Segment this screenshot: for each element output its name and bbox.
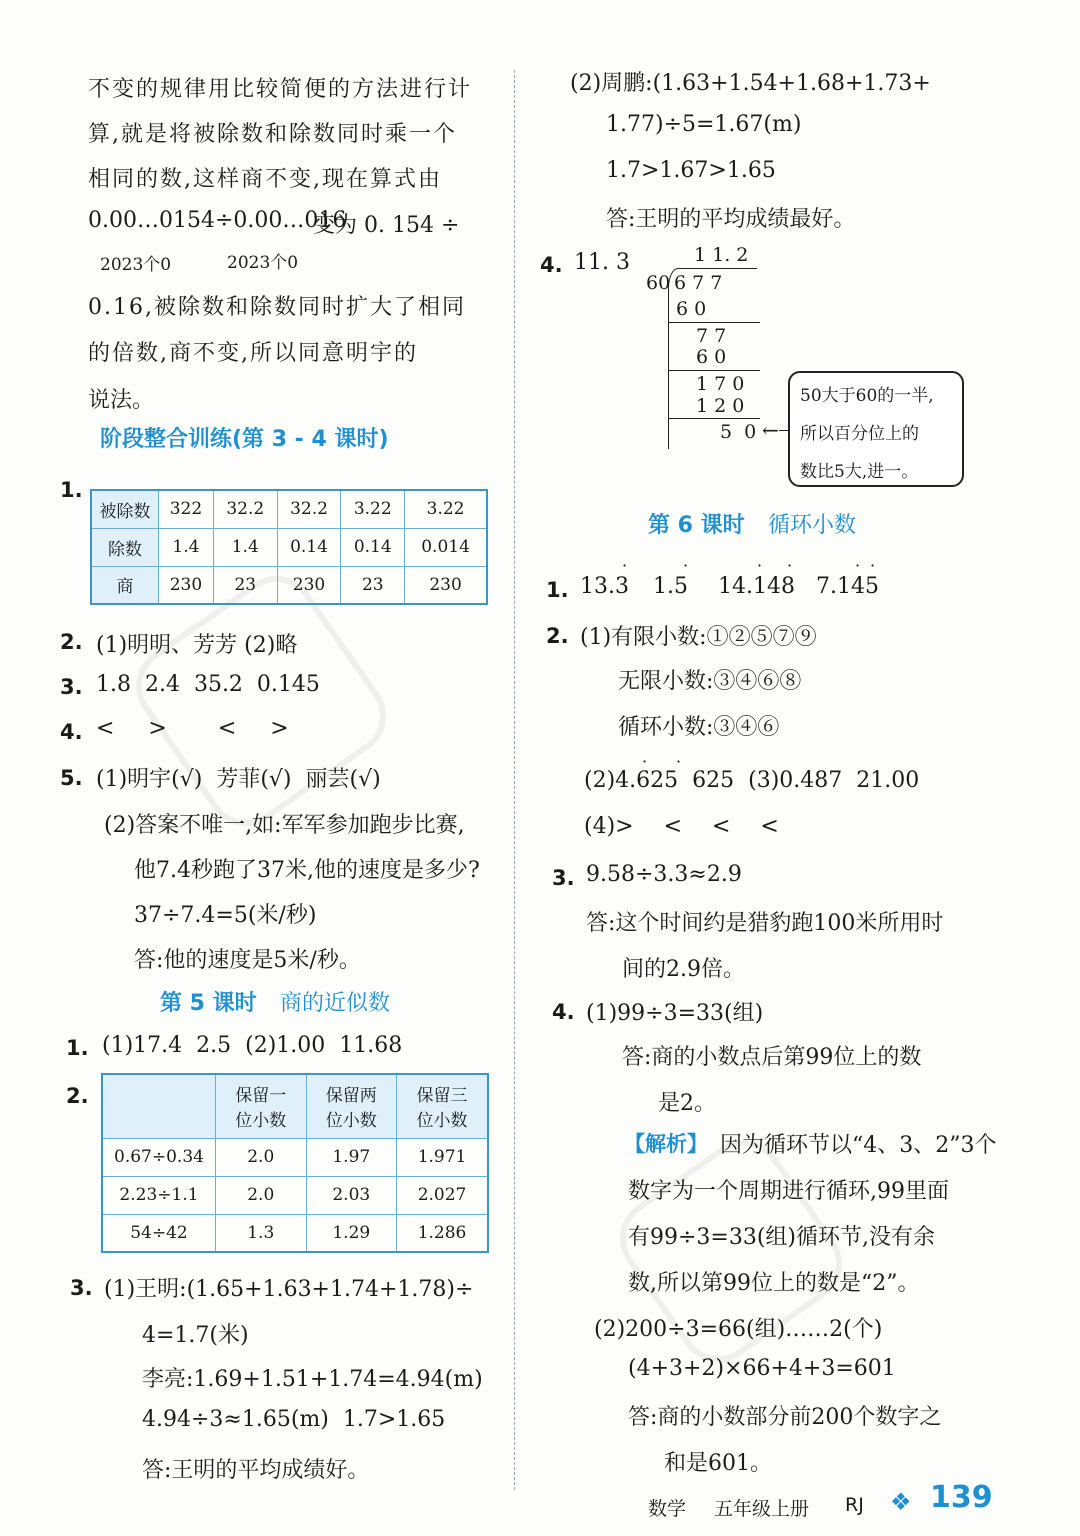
answer-text: 答:商的小数部分前200个数字之 bbox=[628, 1405, 942, 1430]
answer-text: (1)明明、芳芳 (2)略 bbox=[96, 633, 298, 658]
table-cell: 23 bbox=[213, 566, 277, 604]
footer-subject: 数学 bbox=[648, 1498, 687, 1520]
table-cell: 1.29 bbox=[306, 1214, 397, 1252]
question-number: 3. bbox=[552, 866, 575, 890]
table-cell: 2.03 bbox=[306, 1176, 397, 1214]
answer-text: 1.7>1.67>1.65 bbox=[606, 158, 776, 183]
answer-text: (2)200÷3=66(组)……2(个) bbox=[594, 1317, 883, 1342]
column-header bbox=[306, 1074, 397, 1138]
answer-text: (1)有限小数:①②⑤⑦⑨ bbox=[580, 625, 817, 650]
intro-line: 的倍数,商不变,所以同意明宇的 bbox=[88, 341, 418, 366]
table-cell: 3.22 bbox=[341, 490, 405, 528]
table-cell: 32.2 bbox=[213, 490, 277, 528]
answer-text: 间的2.9倍。 bbox=[622, 957, 745, 982]
answer-text: 1.5 bbox=[653, 574, 688, 599]
header-line: 保留三 bbox=[416, 1086, 468, 1107]
intro-line: 不变的规律用比较简便的方法进行计 bbox=[88, 77, 473, 102]
table-cell: 1.971 bbox=[397, 1138, 488, 1176]
footer-edition: RJ bbox=[845, 1494, 864, 1516]
answer-text: 他7.4秒跑了37米,他的速度是多少? bbox=[134, 858, 480, 883]
rule-line bbox=[668, 322, 760, 323]
header-line: 位小数 bbox=[416, 1111, 468, 1132]
page-number: 139 bbox=[930, 1480, 993, 1515]
table-cell: 2.0 bbox=[216, 1138, 307, 1176]
answer-text: 11. 3 bbox=[574, 250, 630, 275]
partial-product: 6 0 bbox=[676, 298, 707, 320]
remainder: 5 0 bbox=[720, 421, 757, 443]
answer-text: (4+3+2)×66+4+3=601 bbox=[628, 1356, 896, 1381]
table-cell: 0.014 bbox=[405, 528, 487, 566]
answer-text: < > < > bbox=[96, 716, 289, 741]
divisor: 60 bbox=[646, 272, 671, 294]
remainder: 1 7 0 bbox=[696, 373, 745, 395]
table-cell: 2.0 bbox=[216, 1176, 307, 1214]
header-line: 位小数 bbox=[325, 1111, 377, 1132]
division-table bbox=[90, 489, 488, 605]
answer-text: 答:王明的平均成绩好。 bbox=[142, 1458, 370, 1483]
repeating-dot: · bbox=[676, 752, 682, 771]
lesson-number: 第 6 课时 bbox=[648, 513, 745, 538]
question-number: 4. bbox=[540, 253, 563, 277]
answer-text: 李亮:1.69+1.51+1.74=4.94(m) bbox=[142, 1367, 483, 1392]
callout-line: 所以百分位上的 bbox=[800, 424, 919, 444]
corner-cell bbox=[102, 1074, 216, 1138]
section-heading: 阶段整合训练(第 3 - 4 课时) bbox=[100, 427, 389, 452]
approximation-table bbox=[101, 1073, 489, 1253]
repeating-dot: · bbox=[622, 556, 628, 575]
answer-text: 和是601。 bbox=[664, 1451, 772, 1476]
row-header: 商 bbox=[91, 566, 159, 604]
answer-text: (2)答案不唯一,如:军军参加跑步比赛, bbox=[104, 813, 465, 838]
footer-grade: 五年级上册 bbox=[714, 1498, 810, 1520]
table-cell: 0.14 bbox=[341, 528, 405, 566]
column-header bbox=[216, 1074, 307, 1138]
answer-text: 4.94÷3≈1.65(m) 1.7>1.65 bbox=[142, 1407, 446, 1432]
rule-line bbox=[668, 418, 760, 419]
answer-text: 是2。 bbox=[658, 1091, 716, 1116]
callout-line: 数比5大,进一。 bbox=[800, 462, 919, 482]
partial-product: 6 0 bbox=[696, 346, 727, 368]
question-number: 3. bbox=[60, 675, 83, 699]
question-number: 2. bbox=[66, 1084, 89, 1108]
row-expression: 2.23÷1.1 bbox=[102, 1176, 216, 1214]
intro-line: 算,就是将被除数和除数同时乘一个 bbox=[88, 122, 457, 147]
answer-text: 答:商的小数点后第99位上的数 bbox=[622, 1045, 922, 1070]
answer-text: 9.58÷3.3≈2.9 bbox=[586, 862, 742, 887]
repeating-dot: · bbox=[757, 556, 763, 575]
table-cell: 230 bbox=[277, 566, 341, 604]
table-cell: 32.2 bbox=[277, 490, 341, 528]
column-divider bbox=[514, 70, 515, 1490]
answer-text: 循环小数:③④⑥ bbox=[618, 715, 780, 740]
table-cell: 1.97 bbox=[306, 1138, 397, 1176]
long-division bbox=[640, 240, 780, 450]
answer-text: 答:这个时间约是猎豹跑100米所用时 bbox=[586, 911, 944, 936]
question-number: 3. bbox=[70, 1276, 93, 1300]
dividend: 6 7 7 bbox=[674, 272, 723, 294]
answer-text: 4=1.7(米) bbox=[142, 1323, 249, 1348]
answer-text: (1)99÷3=33(组) bbox=[586, 1001, 764, 1026]
arrow-icon: ← bbox=[762, 418, 779, 442]
table-cell: 1.3 bbox=[216, 1214, 307, 1252]
callout-line: 50大于60的一半, bbox=[800, 386, 934, 406]
answer-text: 14.148 bbox=[718, 574, 795, 599]
answer-text: (4)> < < < bbox=[584, 814, 779, 839]
diamond-icon: ❖ bbox=[890, 1488, 912, 1516]
lesson-title: 循环小数 bbox=[768, 513, 857, 538]
expression: 0.00…0154÷0.00…016 bbox=[88, 208, 347, 233]
answer-text: 13.3 bbox=[580, 574, 629, 599]
answer-text: (2)周鹏:(1.63+1.54+1.68+1.73+ bbox=[570, 71, 931, 96]
column-header bbox=[397, 1074, 488, 1138]
table-cell: 230 bbox=[405, 566, 487, 604]
answer-text: 无限小数:③④⑥⑧ bbox=[618, 669, 802, 694]
repeating-dot: · bbox=[642, 752, 648, 771]
expression-rest: 变为 0. 154 ÷ bbox=[313, 213, 460, 238]
analysis-text: 数字为一个周期进行循环,99里面 bbox=[628, 1179, 949, 1204]
analysis-text: 有99÷3=33(组)循环节,没有余 bbox=[628, 1225, 936, 1250]
answer-text: (1)17.4 2.5 (2)1.00 11.68 bbox=[102, 1033, 403, 1058]
table-cell: 0.14 bbox=[277, 528, 341, 566]
answer-text: (2)4.625 625 (3)0.487 21.00 bbox=[584, 768, 920, 793]
answer-text: 1.8 2.4 35.2 0.145 bbox=[96, 672, 320, 697]
brace-label: 2023个0 bbox=[100, 255, 172, 275]
repeating-dot: · bbox=[787, 556, 793, 575]
intro-line: 说法。 bbox=[88, 388, 155, 413]
repeating-dot: · bbox=[870, 556, 876, 575]
table-cell: 1.4 bbox=[213, 528, 277, 566]
row-expression: 0.67÷0.34 bbox=[102, 1138, 216, 1176]
lesson-title: 商的近似数 bbox=[280, 991, 391, 1016]
table-cell: 1.4 bbox=[159, 528, 214, 566]
rule-line bbox=[668, 370, 760, 371]
table-cell: 322 bbox=[159, 490, 214, 528]
question-number: 4. bbox=[60, 720, 83, 744]
analysis-text: 数,所以第99位上的数是“2”。 bbox=[628, 1271, 920, 1296]
row-expression: 54÷42 bbox=[102, 1214, 216, 1252]
analysis-text: 因为循环节以“4、3、2”3个 bbox=[720, 1133, 997, 1158]
header-line: 保留一 bbox=[235, 1086, 287, 1107]
intro-line: 相同的数,这样商不变,现在算式由 bbox=[88, 167, 442, 192]
intro-line: 0.16,被除数和除数同时扩大了相同 bbox=[88, 295, 466, 320]
question-number: 1. bbox=[66, 1036, 89, 1060]
question-number: 2. bbox=[60, 630, 83, 654]
repeating-dot: · bbox=[683, 556, 689, 575]
answer-text: 7.145 bbox=[816, 574, 879, 599]
repeating-dot: · bbox=[855, 556, 861, 575]
brace-label: 2023个0 bbox=[227, 253, 299, 273]
question-number: 1. bbox=[60, 478, 83, 502]
header-line: 保留两 bbox=[325, 1086, 377, 1107]
analysis-tag: 【解析】 bbox=[624, 1132, 708, 1156]
question-number: 2. bbox=[546, 624, 569, 648]
question-number: 5. bbox=[60, 766, 83, 790]
quotient: 1 1. 2 bbox=[694, 244, 749, 266]
answer-text: 37÷7.4=5(米/秒) bbox=[134, 903, 317, 928]
table-cell: 3.22 bbox=[405, 490, 487, 528]
remainder: 7 7 bbox=[696, 325, 727, 347]
table-cell: 23 bbox=[341, 566, 405, 604]
partial-product: 1 2 0 bbox=[696, 395, 745, 417]
lesson-number: 第 5 课时 bbox=[160, 991, 257, 1016]
table-cell: 230 bbox=[159, 566, 214, 604]
answer-text: 1.77)÷5=1.67(m) bbox=[606, 112, 802, 137]
question-number: 1. bbox=[546, 578, 569, 602]
table-cell: 2.027 bbox=[397, 1176, 488, 1214]
answer-text: 答:王明的平均成绩最好。 bbox=[606, 207, 856, 232]
answer-text: (1)王明:(1.65+1.63+1.74+1.78)÷ bbox=[104, 1277, 474, 1302]
answer-text: (1)明宇(√) 芳菲(√) 丽芸(√) bbox=[96, 767, 381, 792]
callout-note bbox=[788, 371, 964, 487]
row-header: 被除数 bbox=[91, 490, 159, 528]
table-cell: 1.286 bbox=[397, 1214, 488, 1252]
row-header: 除数 bbox=[91, 528, 159, 566]
question-number: 4. bbox=[552, 1000, 575, 1024]
header-line: 位小数 bbox=[235, 1111, 287, 1132]
answer-text: 答:他的速度是5米/秒。 bbox=[134, 948, 361, 973]
